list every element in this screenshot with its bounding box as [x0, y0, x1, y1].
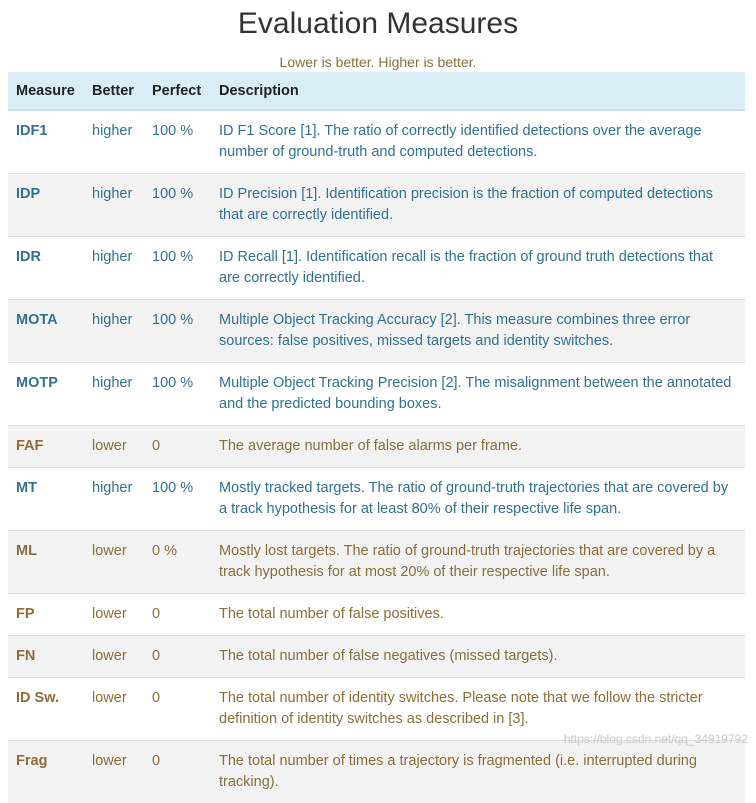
measure-description: The total number of false positives. [211, 594, 745, 636]
measure-perfect: 0 % [144, 531, 211, 594]
page-title: Evaluation Measures [0, 0, 756, 52]
measure-name: ML [8, 531, 84, 594]
header-perfect: Perfect [144, 72, 211, 110]
measure-perfect: 0 [144, 594, 211, 636]
measure-description: Multiple Object Tracking Precision [2]. The misalignment between the annotated and the predicted bounding boxes. [211, 363, 745, 426]
measure-perfect: 0 [144, 636, 211, 678]
measure-description: The average number of false alarms per frame. [211, 426, 745, 468]
measure-better: lower [84, 741, 144, 803]
measure-better: lower [84, 678, 144, 741]
table-row [8, 468, 745, 531]
header-better: Better [84, 72, 144, 110]
measures-table [8, 72, 745, 803]
measure-description: ID F1 Score [1]. The ratio of correctly identified detections over the average number of ground-truth and computed detections. [211, 110, 745, 174]
measure-name: MOTP [8, 363, 84, 426]
table-row [8, 174, 745, 237]
measure-description: The total number of identity switches. Please note that we follow the stricter definition of identity switches as described in [3]. [211, 678, 745, 741]
measure-perfect: 100 % [144, 237, 211, 300]
header-description: Description [211, 72, 745, 110]
header-measure: Measure [8, 72, 84, 110]
measure-better: lower [84, 531, 144, 594]
measure-better: higher [84, 363, 144, 426]
table-row [8, 300, 745, 363]
measure-description: ID Recall [1]. Identification recall is the fraction of ground truth detections that are correctly identified. [211, 237, 745, 300]
measure-better: lower [84, 636, 144, 678]
subtitle-higher: Higher is better. [378, 54, 476, 70]
measure-perfect: 100 % [144, 174, 211, 237]
table-row [8, 741, 745, 803]
measure-description: The total number of false negatives (missed targets). [211, 636, 745, 678]
table-row [8, 237, 745, 300]
measure-name: IDP [8, 174, 84, 237]
measure-name: MOTA [8, 300, 84, 363]
measure-better: higher [84, 300, 144, 363]
measure-perfect: 100 % [144, 110, 211, 174]
measure-perfect: 100 % [144, 363, 211, 426]
measure-name: Frag [8, 741, 84, 803]
measure-better: higher [84, 237, 144, 300]
measure-name: FN [8, 636, 84, 678]
measure-name: MT [8, 468, 84, 531]
measure-description: Mostly tracked targets. The ratio of ground-truth trajectories that are covered by a track hypothesis for at least 80% of their respective life span. [211, 468, 745, 531]
measure-description: Multiple Object Tracking Accuracy [2]. This measure combines three error sources: false positives, missed targets and identity switches. [211, 300, 745, 363]
measure-perfect: 0 [144, 741, 211, 803]
table-header-row [8, 72, 745, 110]
watermark: https://blog.csdn.net/qq_34919792 [564, 732, 748, 746]
measure-perfect: 0 [144, 426, 211, 468]
measure-name: IDR [8, 237, 84, 300]
measure-perfect: 0 [144, 678, 211, 741]
measure-better: lower [84, 594, 144, 636]
table-row [8, 110, 745, 174]
measure-perfect: 100 % [144, 300, 211, 363]
measure-better: higher [84, 174, 144, 237]
measure-name: ID Sw. [8, 678, 84, 741]
subtitle [0, 52, 756, 72]
table-row [8, 363, 745, 426]
measure-perfect: 100 % [144, 468, 211, 531]
measure-better: higher [84, 468, 144, 531]
table-row [8, 636, 745, 678]
table-row [8, 531, 745, 594]
table-row [8, 426, 745, 468]
measure-name: FAF [8, 426, 84, 468]
measure-better: lower [84, 426, 144, 468]
measure-name: IDF1 [8, 110, 84, 174]
measure-description: ID Precision [1]. Identification precision is the fraction of computed detections that are correctly identified. [211, 174, 745, 237]
measure-name: FP [8, 594, 84, 636]
measure-description: Mostly lost targets. The ratio of ground-truth trajectories that are covered by a track hypothesis for at most 20% of their respective life span. [211, 531, 745, 594]
measure-description: The total number of times a trajectory is fragmented (i.e. interrupted during tracking). [211, 741, 745, 803]
subtitle-lower: Lower is better. [280, 54, 375, 70]
table-row [8, 594, 745, 636]
measure-better: higher [84, 110, 144, 174]
